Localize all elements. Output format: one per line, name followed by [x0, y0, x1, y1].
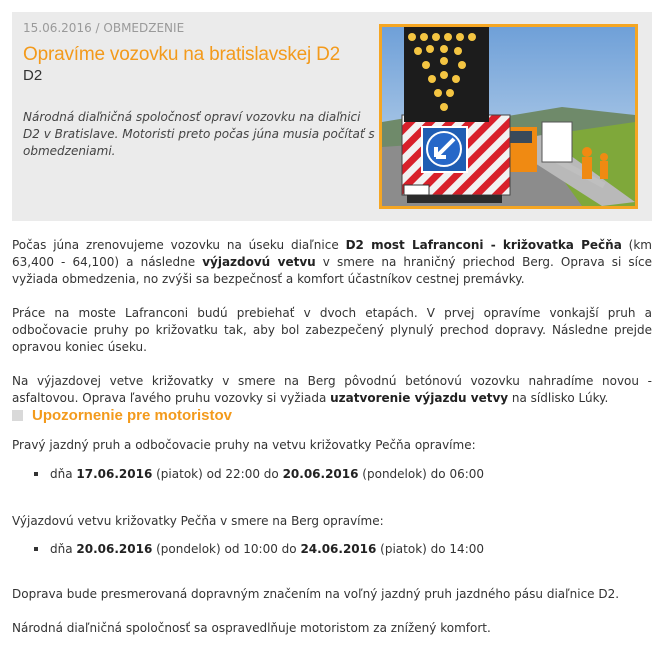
article-perex: Národná diaľničná spoločnosť opraví vozovku na diaľnici D2 v Bratislave. Motoristi preto počas júna musia počítať s obmedzeniami. — [23, 110, 375, 158]
text: na sídlisko Lúky. — [508, 391, 609, 405]
meta-separator: / — [91, 21, 104, 35]
notice-line-1: Pravý jazdný pruh a odbočovacie pruhy na vetvu križovatky Pečňa opravíme: — [12, 438, 476, 452]
text: (pondelok) do 06:00 — [358, 467, 485, 481]
article-category[interactable]: OBMEDZENIE — [103, 21, 185, 35]
closure-note: uzatvorenie výjazdu vetvy — [330, 391, 509, 405]
notice-line-3: Doprava bude presmerovaná dopravným značením na voľný jazdný pruh jazdného pásu diaľnice D2. — [12, 587, 620, 601]
date: 17.06.2016 — [76, 467, 153, 481]
text: dňa — [50, 542, 77, 556]
notice-line-4: Národná diaľničná spoločnosť sa ospravedlňuje motoristom za znížený komfort. — [12, 621, 491, 635]
body-paragraph-3 — [12, 373, 652, 407]
list-item — [34, 542, 484, 556]
date: 20.06.2016 — [282, 467, 359, 481]
date: 24.06.2016 — [300, 542, 377, 556]
text: v smere na hraničný priechod Berg. Oprava si síce vyžiada obmedzenia, no zvýši sa bezpečnosť a komfort účastníkov cestnej premávky. — [12, 255, 653, 286]
bullet-icon — [34, 472, 38, 476]
article-subtitle: D2 — [23, 67, 43, 84]
heading-square-icon — [12, 410, 23, 421]
notice-heading — [12, 407, 232, 424]
text: dňa — [50, 467, 77, 481]
article-meta — [23, 21, 184, 35]
text: (piatok) od 22:00 do — [152, 467, 283, 481]
text: (km 63,400 - 64,100) a následne — [12, 238, 652, 269]
notice-line-2: Výjazdovú vetvu križovatky Pečňa v smere na Berg opravíme: — [12, 514, 384, 528]
body-paragraph-2: Práce na moste Lafranconi budú prebiehať v dvoch etapách. V prvej opravíme vonkajší pruh a odbočovacie pruhy po križovatku tak, aby bol zabezpečený plynulý prechod dopravy. Následne prejde opravou koniec úseku. — [12, 306, 652, 354]
article-photo-frame — [379, 24, 638, 209]
text: (piatok) do 14:00 — [376, 542, 485, 556]
text: (pondelok) od 10:00 do — [152, 542, 301, 556]
text: Na výjazdovej vetve križovatky v smere na Berg pôvodnú betónovú vozovku nahradíme novou - asfaltovou. Oprava ľavého pruhu vozovky si vyžiada — [12, 374, 652, 405]
article-title: Opravíme vozovku na bratislavskej D2 — [23, 44, 340, 65]
roadworks-photo[interactable] — [382, 27, 635, 206]
article-date: 15.06.2016 — [23, 21, 92, 35]
notice-title: Upozornenie pre motoristov — [32, 407, 233, 424]
date: 20.06.2016 — [76, 542, 153, 556]
list-item — [34, 467, 484, 481]
exit-ramp: výjazdovú vetvu — [202, 255, 316, 269]
bullet-icon — [34, 547, 38, 551]
road-section: D2 most Lafranconi - križovatka Pečňa — [345, 238, 622, 252]
text: Počas júna zrenovujeme vozovku na úseku diaľnice — [12, 238, 346, 252]
article-body — [12, 237, 652, 407]
article-header — [12, 12, 652, 221]
body-paragraph-1 — [12, 237, 652, 288]
